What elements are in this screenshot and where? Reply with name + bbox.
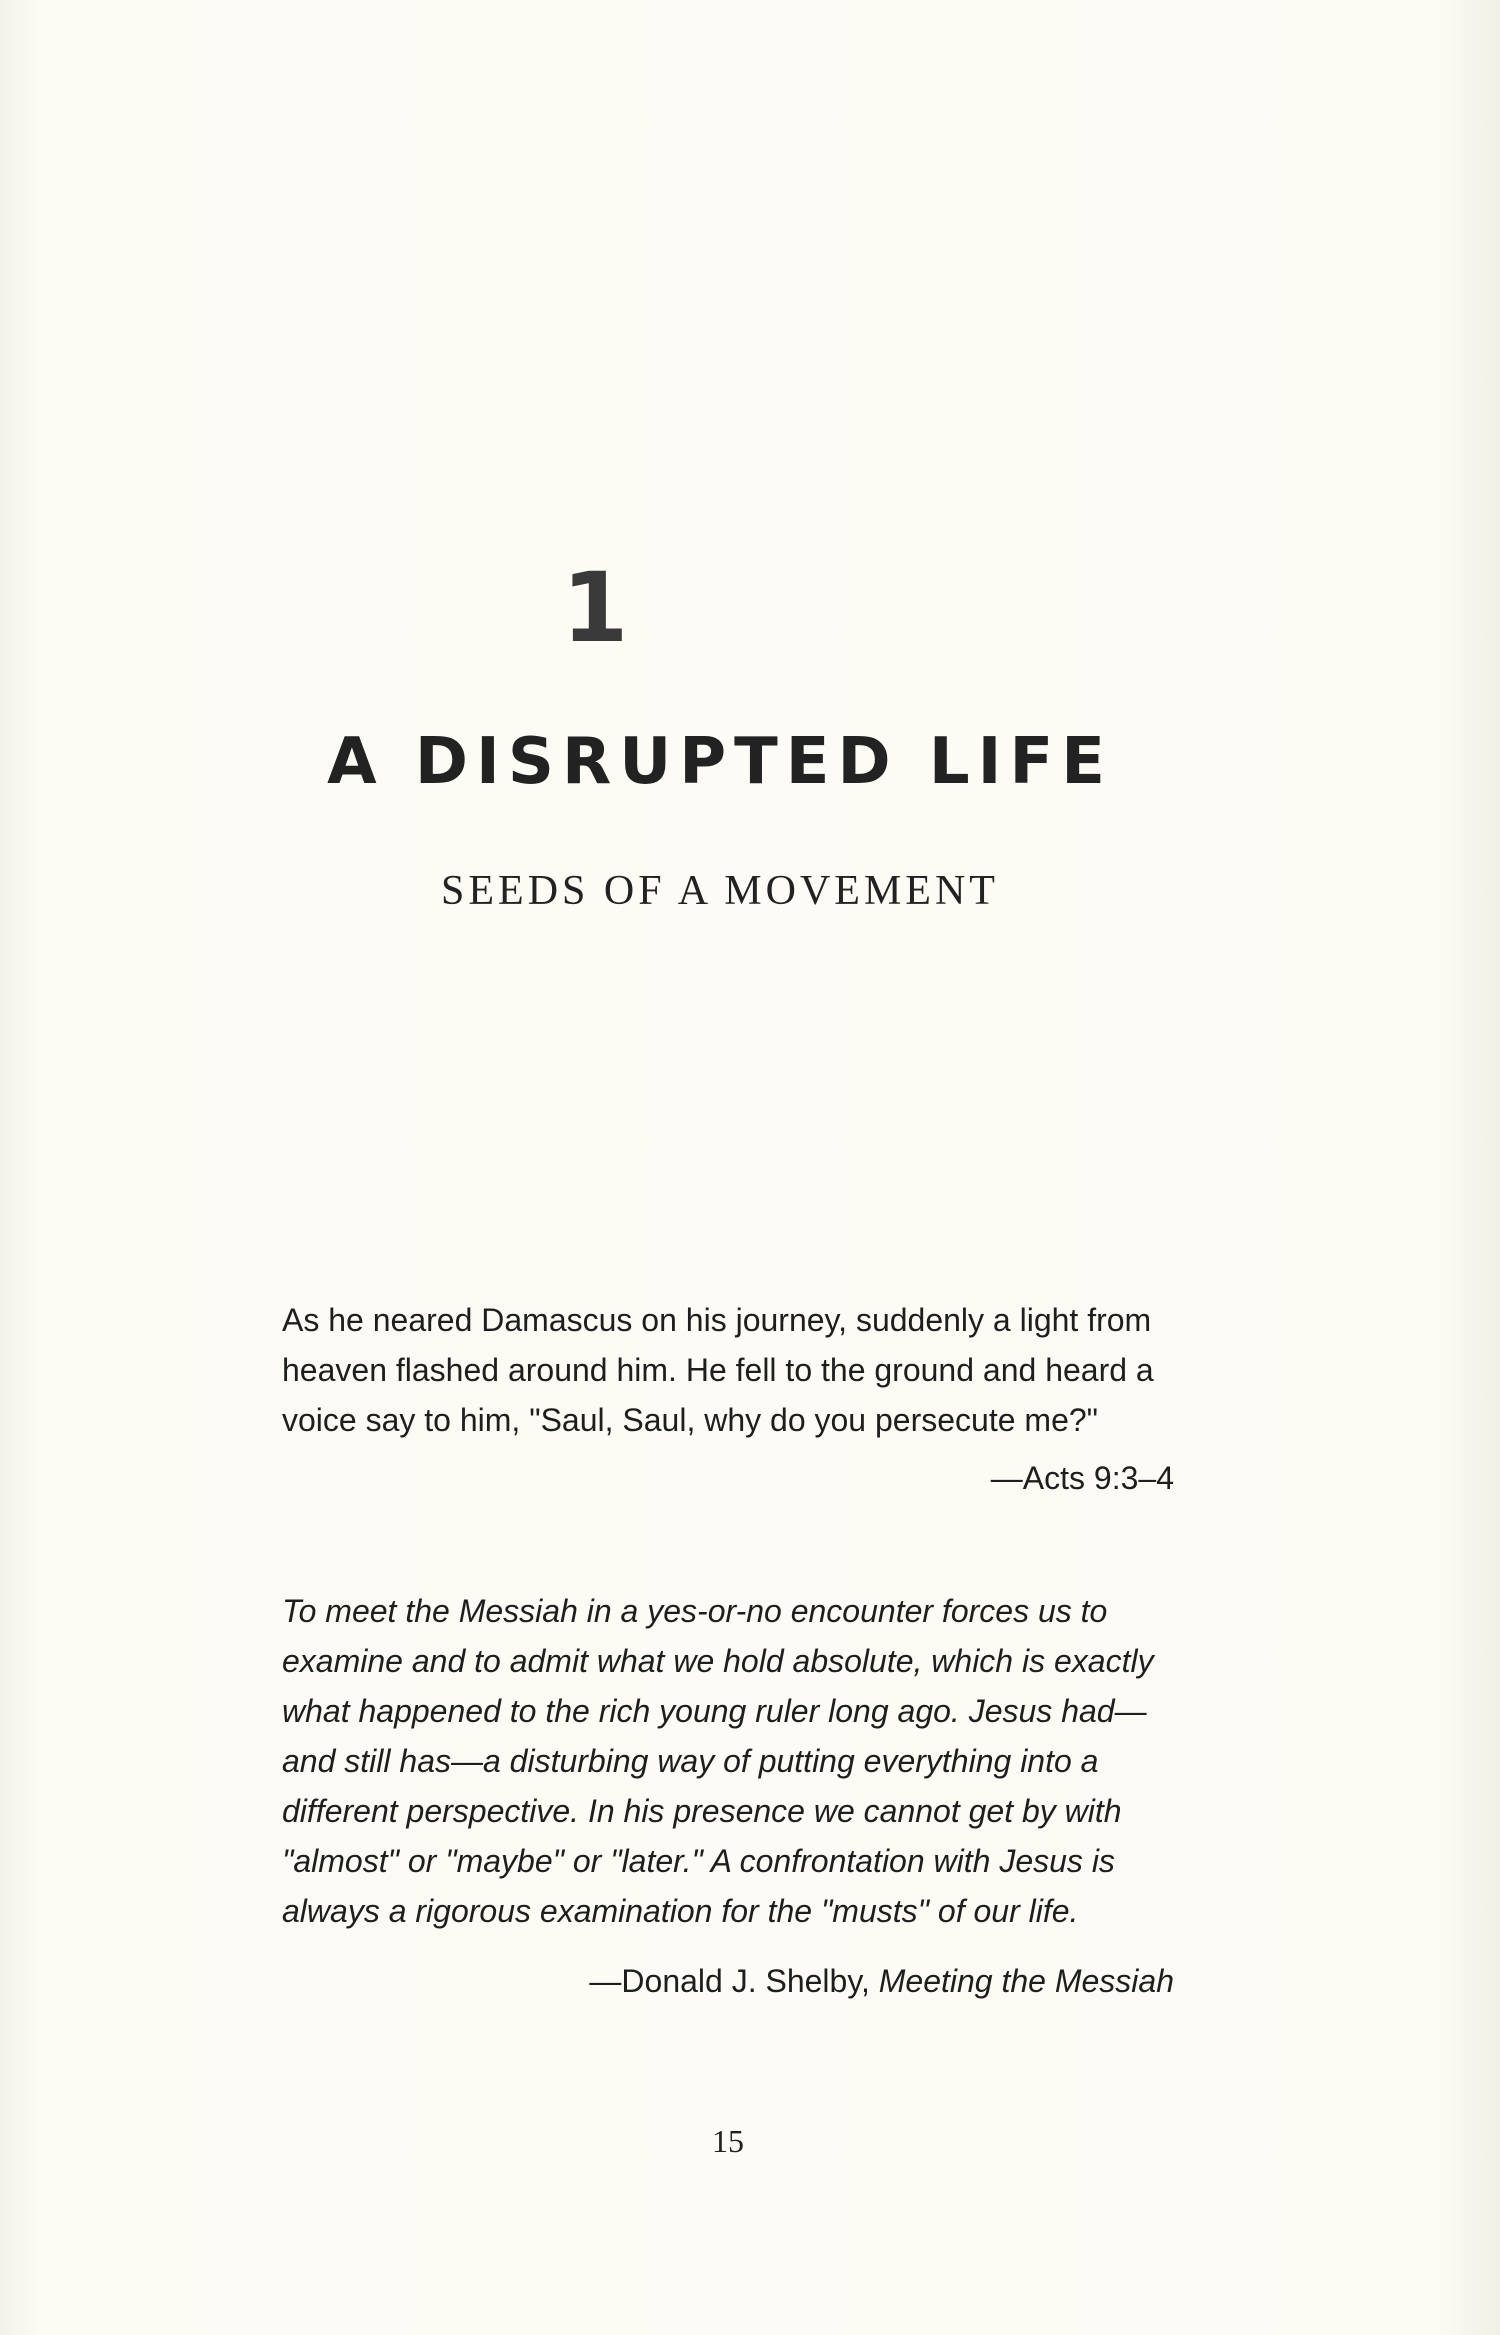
chapter-title: A DISRUPTED LIFE <box>327 725 1113 799</box>
attribution-author: —Donald J. Shelby, <box>589 1963 879 1999</box>
epigraph-quote: To meet the Messiah in a yes-or-no encounter forces us to examine and to admit what we hold absolute, which is exactly what happened to the rich young ruler long ago. Jesus had—and still has—a disturbing way of putting everything into a different perspective. In his presence we cannot get by with "almost" or "maybe" or "later." A confrontation with Jesus is always a rigorous examination for the "musts" of our life. <box>282 1593 1154 1929</box>
attribution-work: Meeting the Messiah <box>878 1963 1174 1999</box>
author-epigraph <box>282 1586 1174 2006</box>
epigraph-attribution <box>282 1956 1174 2006</box>
page-number: 15 <box>712 2123 744 2159</box>
chapter-number: 1 <box>561 552 629 664</box>
epigraph-quote: As he neared Damascus on his journey, suddenly a light from heaven flashed around him. He fell to the ground and heard a voice say to him, "Saul, Saul, why do you persecute me?" <box>282 1302 1154 1438</box>
scripture-epigraph <box>282 1295 1174 1503</box>
chapter-subtitle: SEEDS OF A MOVEMENT <box>441 868 999 914</box>
epigraph-attribution: —Acts 9:3–4 <box>990 1460 1174 1496</box>
